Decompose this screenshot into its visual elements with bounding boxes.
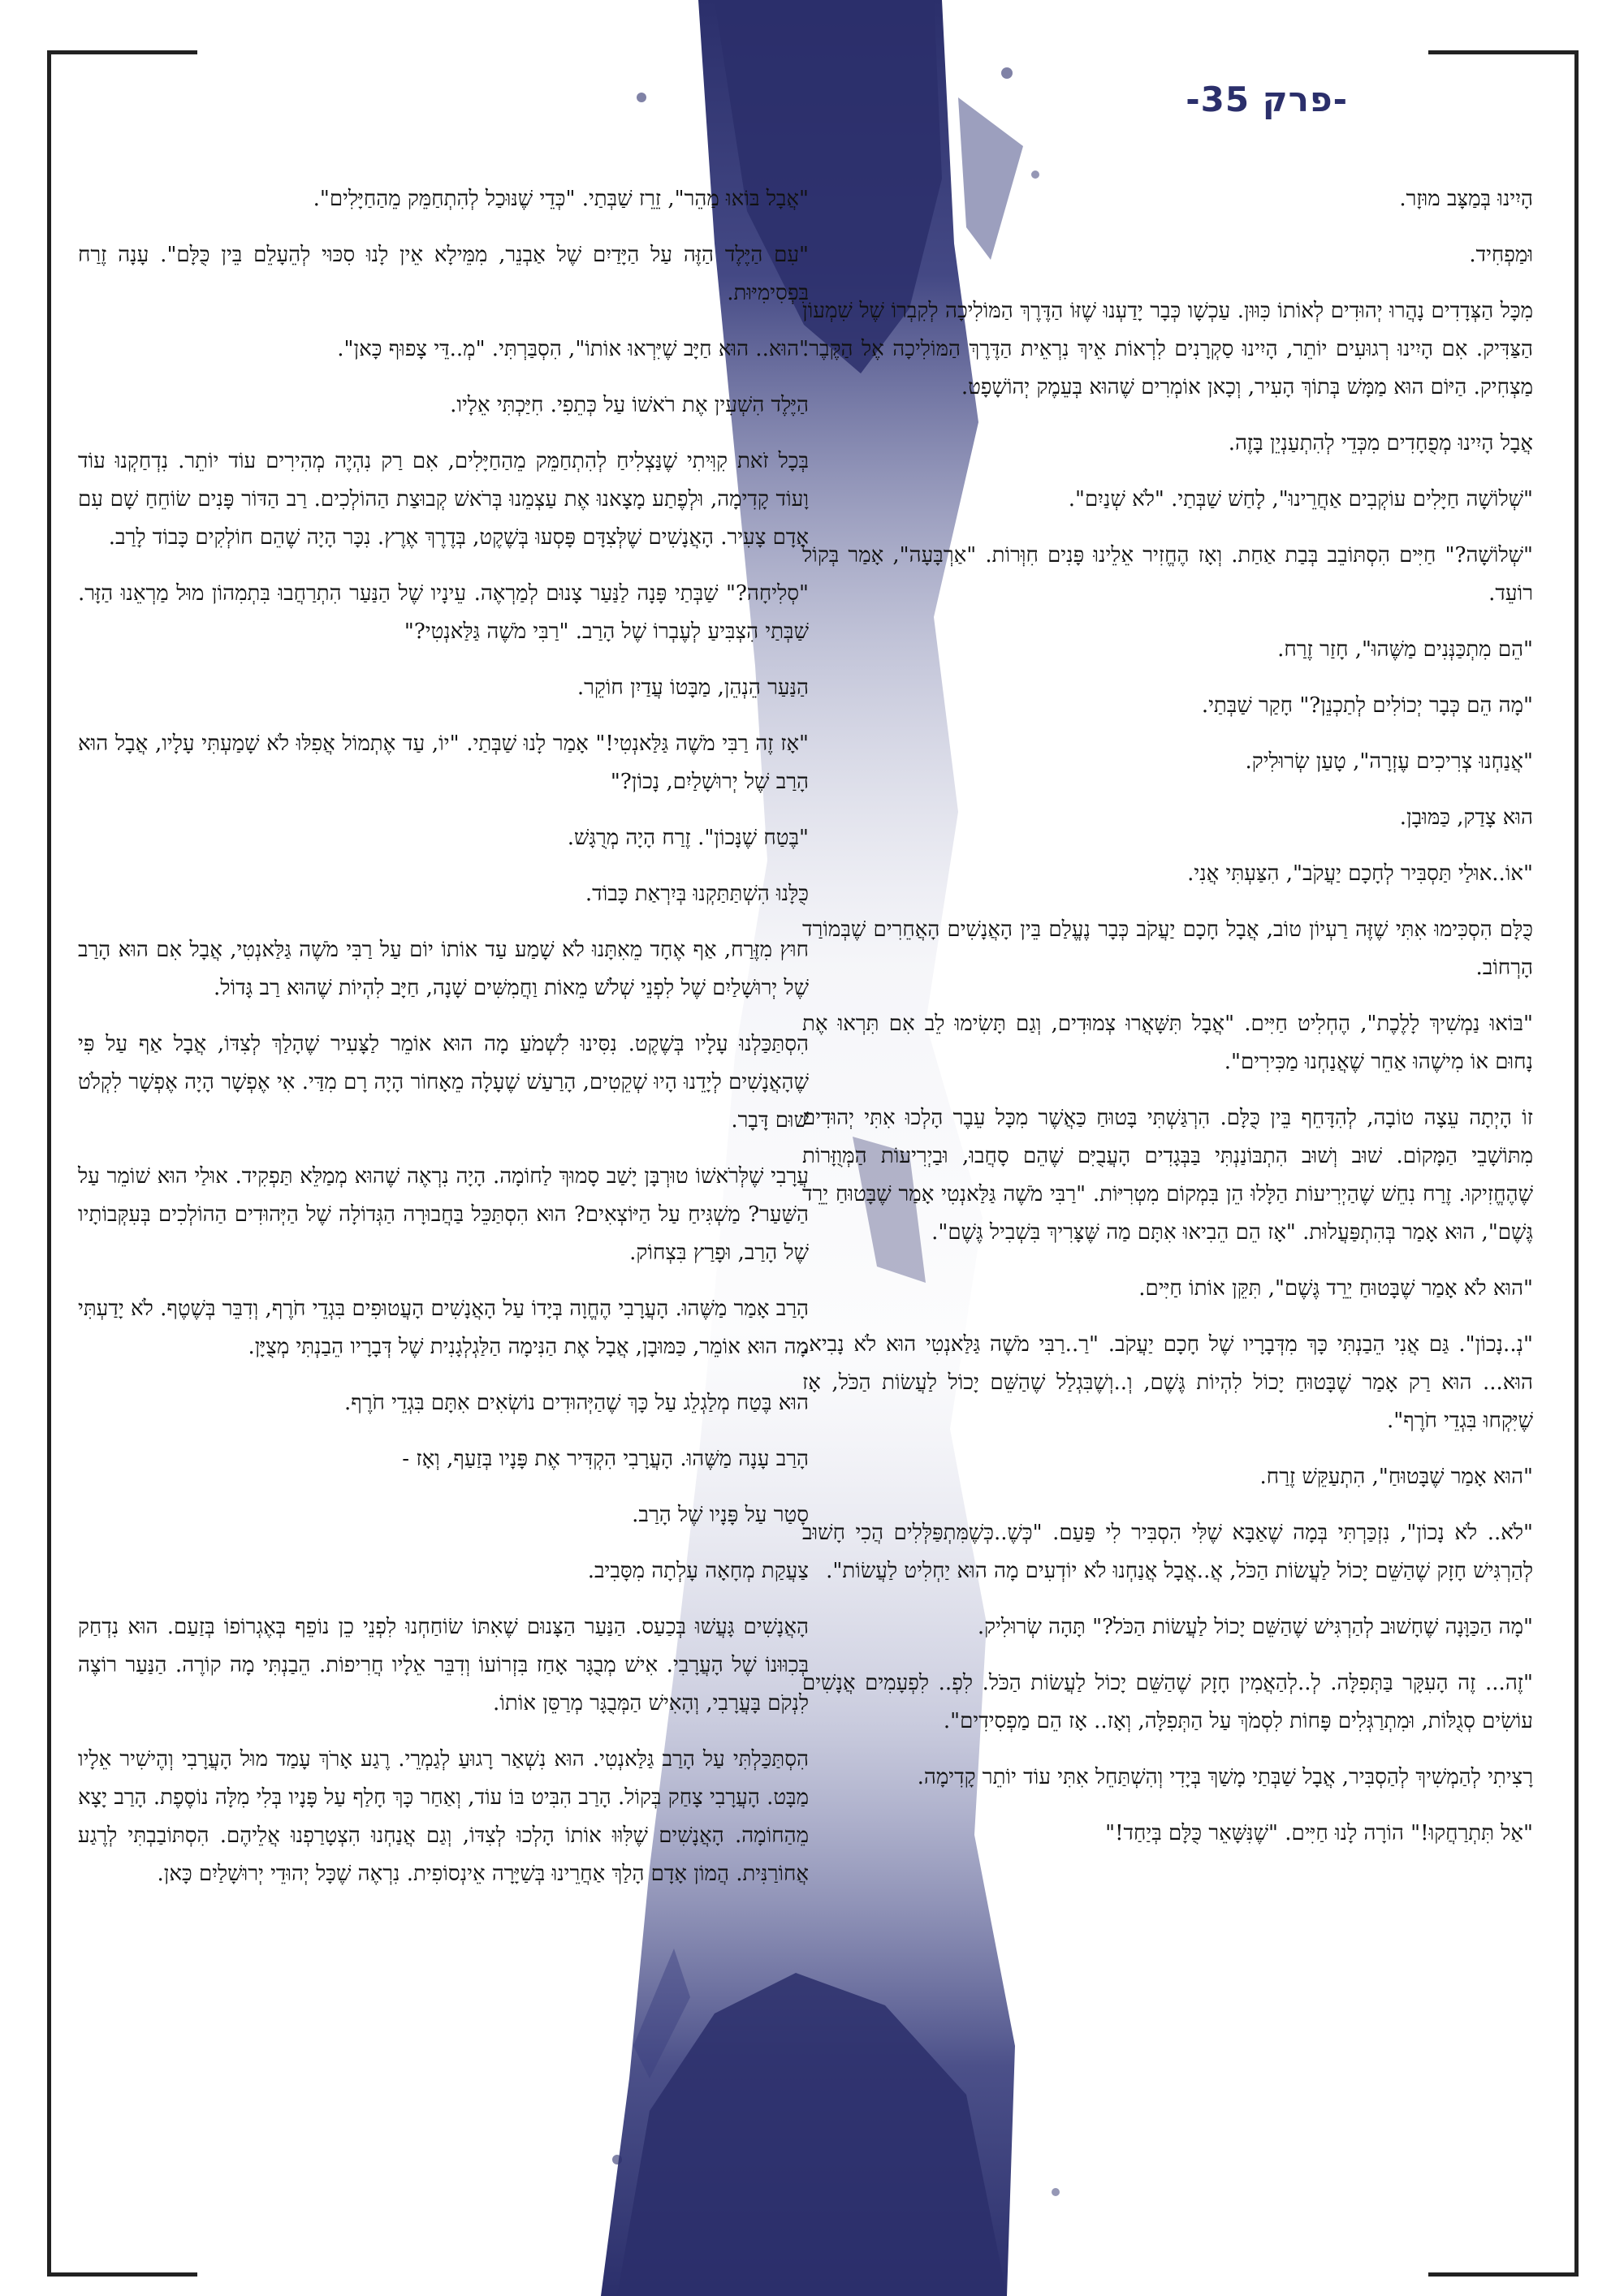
paragraph: "מָה הֵם כְּבָר יְכוֹלִים לְתַכְנֵן?" חָקַר שַׁבְּתַי. xyxy=(1201,693,1533,718)
paragraph: "עִם הַיֶּלֶד הַזֶּה עַל הַיָּדַיִם שֶׁל אַבְנֵר, מִמֵּילָא אֵין לָנוּ סִכּוּי לְהֵעָלֵם בֵּין כֻּלָּם". עָנָה זֶרַח בִּפְסִימִיּוּת. xyxy=(78,243,809,305)
paragraph: הִסְתַּכַּלְתִּי עַל הָרַב גַּלַּאנְטִי. הוּא נִשְׁאַר רָגוּעַ לְגַמְרֵי. רֶגַע אָרֹךְ עָמַד מוּל הָעֲרָבִי וְהֶישִׁיר אֵלָיו מַבָּט. הָעֲרָבִי צָחַק בְּקוֹל. הָרַב הִבִּיט בּוֹ עוֹד, וְאַחַר כָּךְ חָלַף עַל פָּנָיו בְּלִי מִלָּה נוֹסֶפֶת. הָרַב יָצָא מֵהַחוֹמָה. הָאֲנָשִׁים שֶׁלִּוּוּ אוֹתוֹ הָלְכוּ לְצִדּוֹ, וְגַם אֲנַחְנוּ הִצְטָרַפְנוּ אֲלֵיהֶם. הִסְתּוֹבַבְתִּי לְרֶגַע אֲחוֹרַנִּית. הֲמוֹן אָדָם הָלַךְ אַחֲרֵינוּ בְּשַׁיָּרָה אֵינְסוֹפִית. נִרְאֶה שֶׁכָּל יְהוּדֵי יְרוּשָׁלַיִם כָּאן. xyxy=(78,1747,809,1886)
chapter-title: -פרק 35- xyxy=(1186,80,1348,119)
paragraph: בְּכָל זֹאת קִוִּיתִי שֶׁנַּצְלִיחַ לְהִתְחַמֵּק מֵהַחַיָּלִים, אִם רַק נִהְיֶה מְהִירִים עוֹד יוֹתֵר. נִדְחַקְנוּ עוֹד וָעוֹד קָדִימָה, וּלְפֶתַע מָצָאנוּ אֶת עַצְמֵנוּ בְּרֹאשׁ קְבוּצַת הַהוֹלְכִים. רַב הַדּוֹר פָּנִים שׂוֹחֵחַ שָׁם עִם אָדָם צָעִיר. הָאֲנָשִׁים שֶׁלְּצִדָּם פָּסְעוּ בְּשֶׁקֶט, בְּדֶרֶךְ אֶרֶץ. נִכָּר הָיָה שֶׁהֵם חוֹלְקִים כָּבוֹד לָרַב. xyxy=(78,449,809,550)
paragraph: "סְלִיחָה?" שַׁבְּתַי פָּנָה לַנַּעַר צָנוּם לְמַרְאֶה. עֵינָיו שֶׁל הַנַּעַר הִתְרַחֲבוּ בִּתְמִהוֹן מוּל מַרְאֵנוּ הַזָּר. שַׁבְּתַי הִצְבִּיעַ לְעֶבְרוֹ שֶׁל הָרַב. "רַבִּי מֹשֶׁה גַּלַּאנְטִי?" xyxy=(78,581,809,644)
paragraph: הַנַּעַר הֵנְהֵן, מַבָּטוֹ עֲדַיִן חוֹקֵר. xyxy=(577,675,809,700)
paragraph: זוֹ הָיְתָה עֵצָה טוֹבָה, לְהִדָּחֵף בֵּין כֻּלָּם. הִרְגַּשְׁתִּי בָּטוּחַ כַּאֲשֶׁר מִכָּל עֵבֶר הָלְכוּ אִתִּי יְהוּדִים מִתּוֹשָׁבֵי הַמָּקוֹם. שׁוּב וְשׁוּב הִתְבּוֹנַנְתִּי בַּבְּגָדִים הָעֲבֻיִּם שֶׁהֵם סָחֲבוּ, וּבַיְרִיעוֹת הַמְּוֻזָּרוֹת שֶׁהֶחֱזִיקוּ. זֶרַח נִחֵשׁ שֶׁהַיְרִיעוֹת הַלָּלוּ הֵן בִּמְקוֹם מִטְרִיּוֹת. "רַבִּי מֹשֶׁה גַּלַּאנְטִי אָמַר שֶׁבָּטוּחַ יֵרֵד גֶּשֶׁם", הוּא אָמַר בְּהִתְפַּעֲלוּת. "אָז הֵם הֵבִיאוּ אִתָּם מַה שֶּׁצָּרִיךְ בִּשְׁבִיל גֶּשֶׁם". xyxy=(802,1106,1534,1245)
paragraph: "שְׁלוֹשָׁה חַיָּלִים עוֹקְבִים אַחֲרֵינוּ", לָחַשׁ שַׁבְּתַי. "לֹא שְׁנַיִם". xyxy=(1068,487,1533,511)
paragraph: הָיִינוּ בְּמַצָּב מוּזָר. xyxy=(1399,187,1533,211)
paragraph: "בּוֹאוּ נַמְשִׁיךְ לָלֶכֶת", הֶחְלִיט חַיִּים. "אֲבָל תִּשָּׁאֲרוּ צְמוּדִים, וְגַם תָּשִׂימוּ לֵב אִם תִּרְאוּ אֶת נָחוּם אוֹ מִישֶׁהוּ אַחֵר שֶׁאֲנַחְנוּ מַכִּירִים". xyxy=(802,1012,1534,1074)
paragraph: הַיֶּלֶד הִשְׁעִין אֶת רֹאשׁוֹ עַל כְּתֵפִי. חִיַּכְתִּי אֵלָיו. xyxy=(450,393,809,417)
paragraph: הוּא בֶּטַח מְלַגְלֵג עַל כָּךְ שֶׁהַיְּהוּדִים נוֹשְׂאִים אִתָּם בִּגְדֵי חֹרֶף. xyxy=(344,1391,809,1415)
paragraph: הוּא צָדַק, כַּמּוּבָן. xyxy=(1399,805,1533,830)
paragraph: "שְׁלוֹשָׁה?" חַיִּים הִסְתּוֹבֵב בְּבַת אַחַת. וְאָז הֶחֱזִיר אֵלֵינוּ פָּנִים חִוְּרוֹת. "אַרְבָּעָה", אָמַר בְּקוֹל רוֹעֵד. xyxy=(802,543,1533,606)
paragraph: חוּץ מִזֶּרַח, אַף אֶחָד מֵאִתָּנוּ לֹא שָׁמַע עַד אוֹתוֹ יוֹם עַל רַבִּי מֹשֶׁה גַּלַּאנְטִי, אֲבָל אִם הוּא הָרַב שֶׁל יְרוּשָׁלַיִם שֶׁל לִפְנֵי שְׁלֹשׁ מֵאוֹת וַחֲמִשִּׁים שָׁנָה, חַיָּב לִהְיוֹת שֶׁהוּא רַב גָּדוֹל. xyxy=(78,938,809,1000)
text-column-right xyxy=(802,180,1533,1871)
paragraph: "לֹא.. לֹא נָכוֹן", נִזְכַּרְתִּי בְּמָה שֶׁאַבָּא שֶׁלִּי הִסְבִּיר לִי פַּעַם. "כְּשֶׁ..כְּשֶׁמִּתְפַּלְּלִים הֲכִי חָשׁוּב לְהַרְגִּישׁ חָזָק שֶׁהַשֵּׁם יָכוֹל לַעֲשׂוֹת הַכֹּל, אֲ..אֲבָל אֲנַחְנוּ לֹא יוֹדְעִים מָה הוּא יַחְלִיט לַעֲשׂוֹת". xyxy=(802,1521,1533,1583)
paragraph: כֻּלָּם הִסְכִּימוּ אִתִּי שֶׁזֶּה רַעְיוֹן טוֹב, אֲבָל חָכָם יַעֲקֹב כְּבָר נֶעֱלַם בֵּין הָאֲנָשִׁים הָאֲחֵרִים שֶׁבְּמוֹרַד הָרְחוֹב. xyxy=(802,917,1533,980)
paragraph: וּמַפְחִיד. xyxy=(1469,243,1533,267)
paragraph: "אֲנַחְנוּ צְרִיכִים עֶזְרָה", טָעַן שְׂרוּלִיק. xyxy=(1245,749,1533,774)
paragraph: סָטַר עַל פָּנָיו שֶׁל הָרַב. xyxy=(632,1503,809,1527)
paragraph: רָצִיתִי לְהַמְשִׁיךְ לְהַסְבִּיר, אֲבָל שַׁבְּתַי מָשַׁךְ בְּיָדִי וְהִשְׁתַּחֵל אִתִּי עוֹד יוֹתֵר קָדִימָה. xyxy=(917,1765,1533,1789)
paragraph: "הוּא אָמַר שֶׁבָּטוּחַ", הִתְעַקֵּשׁ זֶרַח. xyxy=(1259,1465,1533,1489)
paragraph: "מָה הַכַּוָּנָה שֶׁחָשׁוּב לְהַרְגִּישׁ שֶׁהַשֵּׁם יָכוֹל לַעֲשׂוֹת הַכֹּל?" תָּהָה שְׂרוּלִיק. xyxy=(977,1615,1533,1639)
paragraph: "נְ..נָכוֹן". גַּם אֲנִי הֵבַנְתִּי כָּךְ מִדְּבָרָיו שֶׁל חָכָם יַעֲקֹב. "רַ..רַבִּי מֹשֶׁה גַּלַּאנְטִי הוּא לֹא נָבִיא. הוּא... הוּא רַק אָמַר שֶׁבָּטוּחַ יָכוֹל לִהְיוֹת גֶּשֶׁם, וְ..וְשֶׁבִּגְלַל שֶׁהַשֵּׁם יָכוֹל לַעֲשׂוֹת הַכֹּל, אָז שֶׁיִּקְחוּ בִּגְדֵי חֹרֶף". xyxy=(802,1332,1533,1433)
paragraph: "הֵם מִתְכַּנְּנִים מַשֶּׁהוּ", חָזַר זֶרַח. xyxy=(1277,637,1533,662)
paragraph: "אוֹ..אוּלַי תַּסְבִּיר לְחָכָם יַעֲקֹב", הִצַּעְתִּי אֲנִי. xyxy=(1187,861,1533,886)
paragraph: "הוּא לֹא אָמַר שֶׁבָּטוּחַ יֵרֵד גֶּשֶׁם", תִּקֵּן אוֹתוֹ חַיִּים. xyxy=(1138,1276,1533,1301)
paragraph: "הוּא.. הוּא חַיָּב שֶׁיִּרְאוּ אוֹתוֹ", הִסְבַּרְתִּי. "מְ..דֵּי צָפוּף כָּאן". xyxy=(337,337,809,361)
paragraph: הָאֲנָשִׁים גָּעֲשׁוּ בְּכַעַס. הַנַּעַר הַצָּנוּם שֶׁאִתּוֹ שׂוֹחַחְנוּ לִפְנֵי כֵן נוֹפֵף בְּאֶגְרוֹפוֹ בְּזַעַם. הוּא נִדְחַק בְּכִוּוּנוֹ שֶׁל הָעֲרָבִי. אִישׁ מְבֻגָּר אָחַז בִּזְרוֹעוֹ וְדִבֵּר אֵלָיו חֲרִיפוֹת. הֵבַנְתִּי מָה קוֹרֶה. הַנַּעַר רוֹצֶה לִנְקֹם בָּעֲרָבִי, וְהָאִישׁ הַמְּבֻגָּר מְרַסֵּן אוֹתוֹ. xyxy=(78,1615,809,1716)
paragraph: עֲרָבִי שֶׁלְּרֹאשׁוֹ טוּרְבָּן יָשַׁב סָמוּךְ לַחוֹמָה. הָיָה נִרְאֶה שֶׁהוּא מְמַלֵּא תַּפְקִיד. אוּלַי הוּא שׁוֹמֵר עַל הַשַּׁעַר? מַשְׁגִּיחַ עַל הַיּוֹצְאִים? הוּא הִסְתַּכֵּל בַּחֲבוּרָה הַגְּדוֹלָה שֶׁל הַיְּהוּדִים הַהוֹלְכִים בְּעִקְּבוֹתָיו שֶׁל הָרַב, וּפָרַץ בִּצְחוֹק. xyxy=(78,1164,809,1265)
paragraph: "זֶה... זֶה הָעִקָּר בַּתְּפִלָּה. לְ..לְהַאֲמִין חָזָק שֶׁהַשֵּׁם יָכוֹל לַעֲשׂוֹת הַכֹּל. לִפְ.. לִפְעָמִים אֲנָשִׁים עוֹשִׂים סְגֻלּוֹת, וּמִתְרַגְּלִים פָּחוֹת לִסְמֹךְ עַל הַתְּפִלָּה, וְאָז.. אָז הֵם מַפְסִידִים". xyxy=(802,1671,1533,1733)
paragraph: "בֶּטַח שֶׁנָּכוֹן". זֶרַח הָיָה מְרֻגָּשׁ. xyxy=(567,826,809,850)
text-column-left xyxy=(78,180,809,1911)
paragraph: צַעֲקַת מְחָאָה עָלְתָה מִסָּבִיב. xyxy=(587,1559,809,1583)
paragraph: הָרַב אָמַר מַשֶּׁהוּ. הָעֲרָבִי הֶחֱוָה בְּיָדוֹ עַל הָאֲנָשִׁים הָעֲטוּפִים בִּגְדֵי חֹרֶף, וְדִבֵּר בְּשֶׁטֶף. לֹא יָדַעְתִּי מָה הוּא אוֹמֵר, כַּמּוּבָן, אֲבָל אֶת הַנִּימָה הַלַּגְלְגָנִית שֶׁל דְּבָרָיו הֵבַנְתִּי מְצֻיָּן. xyxy=(78,1297,809,1359)
paragraph: "אַל תִּתְרַחֲקוּ!" הוֹרָה לָנוּ חַיִּים. "שֶׁנִּשָּׁאֵר כֻּלָּם בְּיַחַד!" xyxy=(1105,1821,1533,1845)
paragraph: "אֲבָל בּוֹאוּ מַהֵר", זֵרֵז שַׁבְּתַי. "כְּדֵי שֶׁנּוּכַל לְהִתְחַמֵּק מֵהַחַיָּלִים". xyxy=(313,187,809,211)
paragraph: הִסְתַּכַּלְנוּ עָלָיו בְּשֶׁקֶט. נִסִּינוּ לִשְׁמֹעַ מָה הוּא אוֹמֵר לַצָּעִיר שֶׁהָלַךְ לְצִדּוֹ, אֲבָל אַף עַל פִּי שֶׁהָאֲנָשִׁים לְיָדֵנוּ הָיוּ שְׁקֵטִים, הָרַעַשׁ שֶׁעָלָה מֵאָחוֹר הָיָה רָם מִדַּי. אִי אֶפְשָׁר הָיָה אֶפְשָׁר לִקְלֹט שׁוּם דָּבָר. xyxy=(78,1032,809,1133)
paragraph: הָרַב עָנָה מַשֶּׁהוּ. הָעֲרָבִי הִקְדִּיר אֶת פָּנָיו בְּזַעַף, וְאָז - xyxy=(402,1447,809,1471)
paragraph: כֻּלָּנוּ הִשְׁתַּתַּקְנוּ בְּיִרְאַת כָּבוֹד. xyxy=(585,882,809,906)
paragraph: מִכָּל הַצְּדָדִים נָהֲרוּ יְהוּדִים לְאוֹתוֹ כִּוּוּן. עַכְשָׁו כְּבָר יָדַעְנוּ שֶׁזּוֹ הַדֶּרֶךְ הַמּוֹלִיכָה לְקִבְרוֹ שֶׁל שִׁמְעוֹן הַצַּדִּיק. אִם הָיִינוּ רְגוּעִים יוֹתֵר, הָיִינוּ סַקְרָנִים לִרְאוֹת אֵיךְ נִרְאֵית הַדֶּרֶךְ הַמּוֹלִיכָה אֶל הַקֶּבֶר. מַצְחִיק. הַיּוֹם הוּא מַמָּשׁ בְּתוֹךְ הָעִיר, וְכָאן אוֹמְרִים שֶׁהוּא בְּעֵמֶק יְהוֹשָׁפָט. xyxy=(802,299,1533,399)
paragraph: אֲבָל הָיִינוּ מְפֻחָדִים מִכְּדֵי לְהִתְעַנְיֵן בָּזֶה. xyxy=(1228,431,1533,455)
paragraph: "אָז זֶה רַבִּי מֹשֶׁה גַּלַּאנְטִי!" אָמַר לָנוּ שַׁבְּתַי. "יוֹ, עַד אֶתְמוֹל אֲפִלּוּ לֹא שָׁמַעְתִּי עָלָיו, אֲבָל הוּא הָרַב שֶׁל יְרוּשָׁלַיִם, נָכוֹן?" xyxy=(78,732,809,794)
